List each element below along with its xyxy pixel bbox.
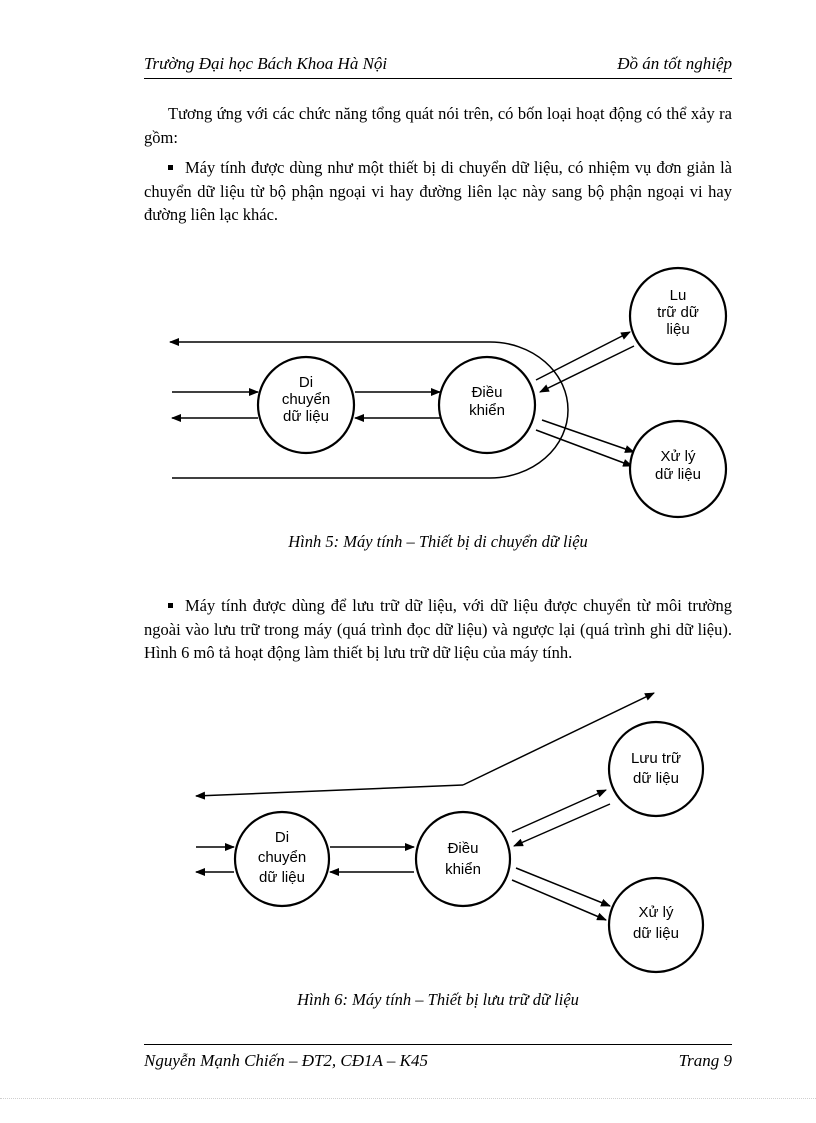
fig6-storage-label-2: dữ liệu	[633, 770, 679, 787]
figure-6-diagram	[0, 688, 816, 988]
fig5-move-label-2: chuyển	[281, 391, 331, 408]
fig5-storage-label-2: trữ dữ	[657, 304, 699, 321]
control-to-storage-arrow	[536, 332, 630, 380]
figure-5-caption: Hình 5: Máy tính – Thiết bị di chuyển dữ liệu	[288, 532, 588, 551]
fig5-control-label-2: khiển	[469, 402, 505, 419]
figure-5-diagram	[0, 260, 816, 530]
figure-6-caption: Hình 6: Máy tính – Thiết bị lưu trữ dữ liệu	[297, 990, 579, 1009]
fig5-storage-label-3: liệu	[666, 321, 690, 338]
intro-paragraph	[144, 102, 732, 149]
fig5-control-label-1: Điều	[471, 384, 503, 401]
page-header	[144, 52, 732, 79]
header-thesis-label: Đồ án tốt nghiệp	[617, 54, 732, 73]
footer-author: Nguyễn Mạnh Chiến – ĐT2, CĐ1A – K45	[144, 1051, 428, 1070]
footer-page-number: Trang 9	[678, 1051, 732, 1070]
fig5-process-label-2: dữ liệu	[655, 466, 701, 483]
fig6-control-label-2: khiển	[445, 861, 481, 878]
fig5-move-label-1: Di	[298, 374, 314, 391]
fig5-process-label-1: Xử lý	[660, 448, 696, 465]
fig6-control-node	[416, 812, 510, 906]
fig6-move-label-1: Di	[274, 829, 290, 846]
bullet-1-text: Máy tính được dùng như một thiết bị di chuyển dữ liệu, có nhiệm vụ đơn giản là chuyển dữ liệu từ bộ phận ngoại vi hay đường liên lạc này sang bộ phận ngoại vi hay đường liên lạc khác.	[144, 158, 732, 224]
fig6-process-label-2: dữ liệu	[633, 925, 679, 942]
bullet-paragraph-2	[144, 594, 732, 665]
storage-to-control-arrow	[540, 346, 634, 392]
fig6-control-label-1: Điều	[447, 840, 479, 857]
bullet-icon	[168, 165, 173, 170]
fig6-process-label-1: Xử lý	[638, 904, 674, 921]
fig6-storage-label-1: Lưu trữ	[630, 750, 682, 767]
intro-text: Tương ứng với các chức năng tổng quát nói trên, có bốn loại hoạt động có thể xảy ra gồm:	[144, 104, 732, 147]
fig6-storage-node	[609, 722, 703, 816]
fig6-move-label-2: chuyển	[257, 849, 307, 866]
bullet-paragraph-1	[144, 156, 732, 227]
fig6-return-arrow	[196, 785, 463, 796]
header-university: Trường Đại học Bách Khoa Hà Nội	[144, 54, 388, 73]
page-edge-divider	[0, 1098, 816, 1099]
bullet-2-text: Máy tính được dùng để lưu trữ dữ liệu, với dữ liệu được chuyển từ môi trường ngoài vào lưu trữ trong máy (quá trình đọc dữ liệu) và ngược lại (quá trình ghi dữ liệu). Hình 6 mô tả hoạt động làm thiết bị lưu trữ dữ liệu của máy tính.	[144, 596, 732, 662]
fig5-move-label-3: dữ liệu	[283, 408, 329, 425]
page-footer	[144, 1044, 732, 1075]
fig5-storage-label-1: Lu	[669, 287, 687, 304]
bullet-icon	[168, 603, 173, 608]
fig6-move-label-3: dữ liệu	[259, 869, 305, 886]
